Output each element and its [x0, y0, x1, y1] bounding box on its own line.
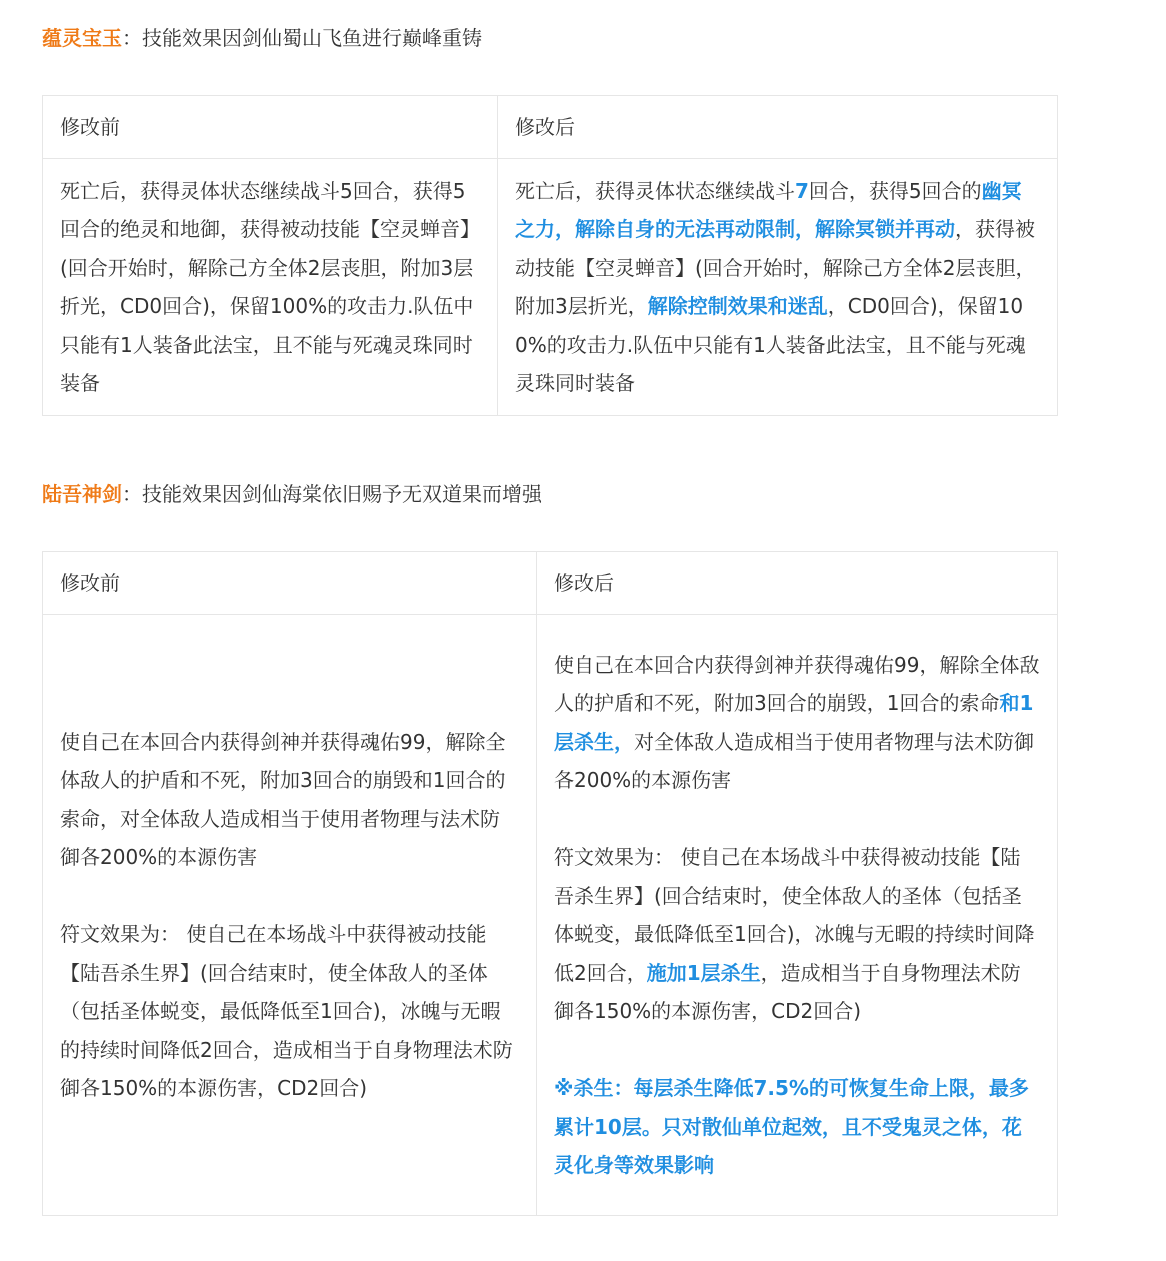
header-before: 修改前: [43, 96, 498, 159]
paragraph-gap: [554, 1031, 1040, 1070]
table-row: [43, 615, 1058, 1216]
highlight-text: 和1层杀生，: [554, 691, 1034, 754]
kill-note-paragraph: ※杀生：每层杀生降低7.5%的可恢复生命上限，最多累计10层。只对散仙单位起效，且不受鬼灵之体，花灵化身等效果影响: [554, 1076, 1029, 1177]
header-after: 修改后: [498, 96, 1058, 159]
after-effect-paragraph: [554, 646, 1040, 800]
table-header-row: [43, 96, 1058, 159]
text-span: 对全体敌人造成相当于使用者物理与法术防御各200%的本源伤害: [554, 729, 1034, 792]
text-span: ，CD0回合)，保留100%的攻击力.队伍中只能有1人装备此法宝，且不能与死魂灵珠同时装备: [515, 294, 1026, 395]
text-span: ，获得被动技能【空灵蝉音】(回合开始时，解除己方全体2层丧胆，附加3层折光，: [515, 217, 1036, 318]
comparison-table-yunling: [42, 95, 1058, 416]
highlight-text: 7: [795, 178, 809, 203]
highlight-text: 幽冥之力，解除自身的无法再动限制，解除冥锁并再动: [515, 178, 1022, 241]
item-name: 蕴灵宝玉: [42, 26, 122, 50]
cell-before: [43, 615, 537, 1216]
paragraph-gap: [554, 800, 1040, 839]
comparison-table-luwu: [42, 551, 1058, 1216]
highlight-text: 解除控制效果和迷乱: [647, 294, 828, 318]
section-title-yunling: [42, 26, 482, 50]
text-span: 死亡后，获得灵体状态继续战斗: [515, 178, 795, 203]
table-row: [43, 159, 1058, 416]
header-before: 修改前: [43, 552, 537, 615]
highlight-text: 施加1层杀生: [646, 960, 761, 985]
after-rune-paragraph: [554, 838, 1040, 1031]
text-span: 使自己在本回合内获得剑神并获得魂佑99，解除全体敌人的护盾和不死，附加3回合的崩毁，1回合的索命: [554, 652, 1040, 715]
item-description: ：技能效果因剑仙海棠依旧赐予无双道果而增强: [122, 482, 542, 506]
cell-after: [537, 615, 1058, 1216]
text-span: 回合，获得5回合的: [808, 178, 982, 203]
text-span: 符文效果为： 使自己在本场战斗中获得被动技能【陆吾杀生界】(回合结束时，使全体敌人的圣体（包括圣体蜕变，最低降低至1回合)，冰魄与无暇的持续时间降低2回合，: [554, 845, 1035, 985]
item-name: 陆吾神剑: [42, 482, 122, 506]
before-rune-paragraph: 符文效果为： 使自己在本场战斗中获得被动技能【陆吾杀生界】(回合结束时，使全体敌人的圣体（包括圣体蜕变，最低降低至1回合)，冰魄与无暇的持续时间降低2回合，造成相当于自身物理法术防御各150%的本源伤害，CD2回合): [60, 922, 513, 1100]
header-after: 修改后: [537, 552, 1058, 615]
paragraph-gap: [60, 877, 519, 916]
cell-before: 死亡后，获得灵体状态继续战斗5回合，获得5回合的绝灵和地御，获得被动技能【空灵蝉音】(回合开始时，解除己方全体2层丧胆，附加3层折光，CD0回合)，保留100%的攻击力.队伍中只能有1人装备此法宝，且不能与死魂灵珠同时装备: [43, 159, 498, 416]
table-header-row: [43, 552, 1058, 615]
item-description: ：技能效果因剑仙蜀山飞鱼进行巅峰重铸: [122, 26, 482, 50]
section-title-luwu: [42, 482, 542, 506]
text-span: ，造成相当于自身物理法术防御各150%的本源伤害，CD2回合): [554, 960, 1021, 1023]
before-effect-paragraph: 使自己在本回合内获得剑神并获得魂佑99，解除全体敌人的护盾和不死，附加3回合的崩毁和1回合的索命，对全体敌人造成相当于使用者物理与法术防御各200%的本源伤害: [60, 729, 506, 869]
cell-after: [498, 159, 1058, 416]
